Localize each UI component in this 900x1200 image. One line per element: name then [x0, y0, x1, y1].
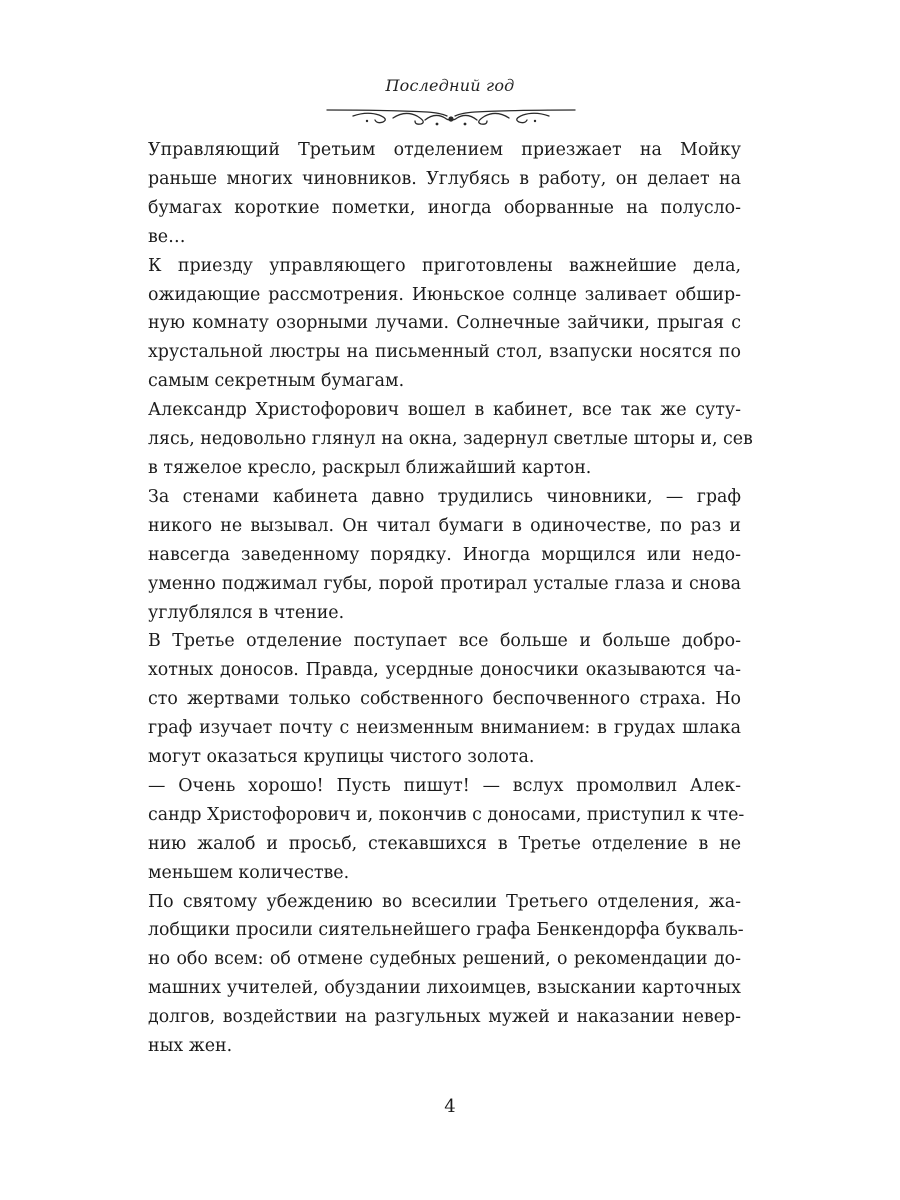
- text-line: За стенами кабинета давно трудились чиновники, — граф: [148, 486, 741, 507]
- body-text: [118, 136, 753, 1061]
- text-line: хрустальной люстры на письменный стол, взапуски носятся по: [148, 342, 741, 363]
- text-line: Александр Христофорович вошел в кабинет, все так же суту-: [148, 400, 741, 421]
- text-line: уменно поджимал губы, порой протирал усталые глаза и снова: [148, 573, 741, 594]
- paragraph-1: [118, 136, 741, 252]
- text-line: лясь, недовольно глянул на окна, задернул светлые шторы и, сев: [148, 429, 753, 450]
- text-line: ве…: [148, 226, 186, 247]
- text-line: сандр Христофорович и, покончив с доносами, приступил к чте-: [148, 804, 745, 825]
- text-line: К приезду управляющего приготовлены важнейшие дела,: [148, 255, 741, 276]
- paragraph-5: [118, 627, 741, 772]
- text-line: в тяжелое кресло, раскрыл ближайший картон.: [148, 457, 592, 478]
- paragraph-7: [118, 888, 744, 1061]
- text-line: граф изучает почту с неизменным вниманием: в грудах шлака: [148, 718, 741, 739]
- text-line: ных жен.: [148, 1036, 233, 1057]
- text-line: бумагах короткие пометки, иногда оборванные на полусло-: [148, 197, 741, 218]
- text-line: хотных доносов. Правда, усердные доносчики оказываются ча-: [148, 660, 741, 681]
- text-line: В Третье отделение поступает все больше и больше добро-: [148, 631, 741, 652]
- page-number: 4: [444, 1096, 456, 1117]
- flourish-divider-icon: [323, 100, 579, 130]
- text-line: По святому убеждению во всесилии Третьего отделения, жа-: [148, 891, 741, 912]
- text-line: долгов, воздействии на разгульных мужей и наказании невер-: [148, 1007, 741, 1028]
- text-line: раньше многих чиновников. Углубясь в работу, он делает на: [148, 168, 741, 189]
- text-line: меньшем количестве.: [148, 862, 350, 883]
- text-line: Управляющий Третьим отделением приезжает на Мойку: [148, 140, 741, 160]
- text-line: но обо всем: об отмене судебных решений, о рекомендации до-: [148, 949, 741, 970]
- text-line: ожидающие рассмотрения. Июньское солнце заливает обшир-: [148, 284, 741, 305]
- paragraph-6: [118, 772, 745, 888]
- text-line: никого не вызывал. Он читал бумаги в одиночестве, по раз и: [148, 515, 741, 536]
- text-line: могут оказаться крупицы чистого золота.: [148, 747, 535, 768]
- paragraph-2: [118, 252, 741, 397]
- running-title: Последний год: [385, 76, 515, 95]
- text-line: — Очень хорошо! Пусть пишут! — вслух промолвил Алек-: [148, 775, 741, 796]
- text-line: лобщики просили сиятельнейшего графа Бенкендорфа букваль-: [148, 920, 744, 941]
- paragraph-4: [118, 483, 741, 628]
- text-line: навсегда заведенному порядку. Иногда морщился или недо-: [148, 544, 741, 565]
- text-line: сто жертвами только собственного беспочвенного страха. Но: [148, 689, 741, 710]
- text-line: ную комнату озорными лучами. Солнечные зайчики, прыгая с: [148, 313, 741, 334]
- text-line: нию жалоб и просьб, стекавшихся в Третье отделение в не: [148, 833, 741, 854]
- text-line: машних учителей, обуздании лихоимцев, взыскании карточных: [148, 978, 741, 999]
- paragraph-3: [118, 396, 753, 483]
- text-line: углублялся в чтение.: [148, 602, 345, 623]
- text-line: самым секретным бумагам.: [148, 371, 405, 392]
